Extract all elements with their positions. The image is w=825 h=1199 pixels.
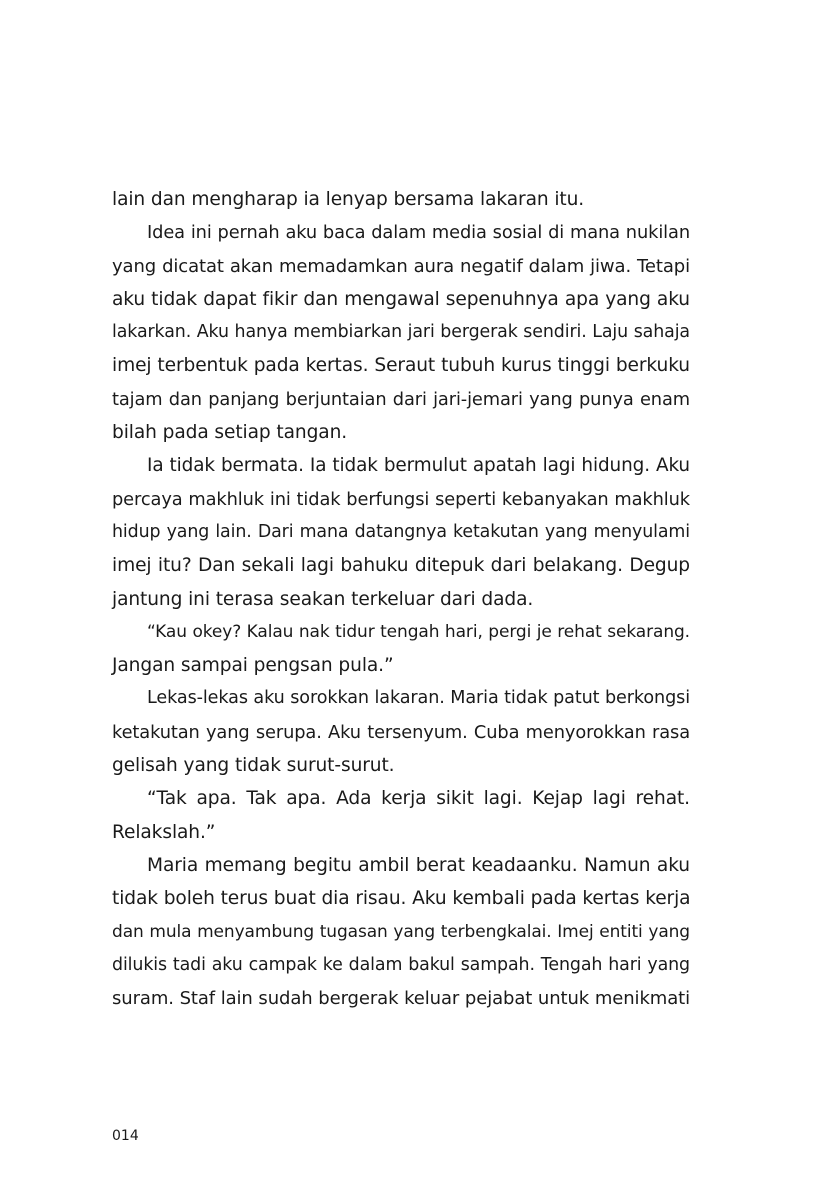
text-line: jantung ini terasa seakan terkeluar dari dada.: [112, 588, 534, 610]
text-line: Jangan sampai pengsan pula.”: [112, 655, 394, 677]
text-line: lakarkan. Aku hanya membiarkan jari bergerak sendiri. Laju sahaja: [112, 322, 690, 343]
text-line: Relakslah.”: [112, 821, 216, 843]
text-line: Idea ini pernah aku baca dalam media sosial di mana nukilan: [147, 222, 690, 244]
text-line: yang dicatat akan memadamkan aura negatif dalam jiwa. Tetapi: [112, 255, 690, 277]
text-line: Maria memang begitu ambil berat keadaanku. Namun aku: [147, 854, 690, 876]
page-number: 014: [112, 1128, 139, 1144]
text-line: hidup yang lain. Dari mana datangnya ketakutan yang menyulami: [112, 521, 690, 542]
text-line: Ia tidak bermata. Ia tidak bermulut apatah lagi hidung. Aku: [147, 455, 690, 477]
text-line: dan mula menyambung tugasan yang terbengkalai. Imej entiti yang: [112, 921, 690, 942]
text-line: dilukis tadi aku campak ke dalam bakul sampah. Tengah hari yang: [112, 954, 690, 975]
text-line: bilah pada setiap tangan.: [112, 422, 348, 444]
text-line: suram. Staf lain sudah bergerak keluar pejabat untuk menikmati: [112, 988, 690, 1010]
text-line: lain dan mengharap ia lenyap bersama lakaran itu.: [112, 189, 585, 210]
text-line: “Kau okey? Kalau nak tidur tengah hari, pergi je rehat sekarang.: [147, 621, 690, 642]
text-line: gelisah yang tidak surut-surut.: [112, 755, 395, 777]
text-line: Lekas-lekas aku sorokkan lakaran. Maria tidak patut berkongsi: [147, 688, 690, 709]
text-line: imej itu? Dan sekali lagi bahuku ditepuk dari belakang. Degup: [112, 555, 690, 577]
text-line: aku tidak dapat fikir dan mengawal sepenuhnya apa yang aku: [112, 288, 690, 310]
text-line: percaya makhluk ini tidak berfungsi seperti kebanyakan makhluk: [112, 488, 690, 510]
text-line: ketakutan yang serupa. Aku tersenyum. Cuba menyorokkan rasa: [112, 721, 690, 743]
body-text: [112, 183, 690, 1015]
text-line: tidak boleh terus buat dia risau. Aku kembali pada kertas kerja: [112, 888, 691, 910]
text-line: “Tak apa. Tak apa. Ada kerja sikit lagi. Kejap lagi rehat.: [147, 788, 690, 810]
text-line: tajam dan panjang berjuntaian dari jari-jemari yang punya enam: [112, 388, 690, 410]
text-line: imej terbentuk pada kertas. Seraut tubuh kurus tinggi berkuku: [112, 355, 690, 377]
